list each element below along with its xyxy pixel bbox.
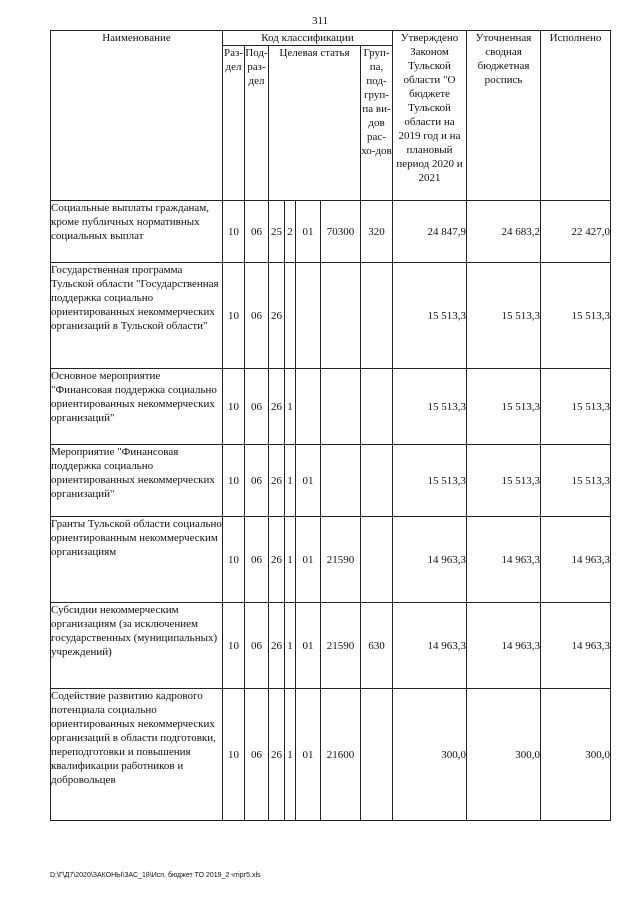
header-code: Код классификации <box>223 31 393 46</box>
cell-group <box>361 689 393 821</box>
cell-t2: 1 <box>285 603 296 689</box>
cell-group: 320 <box>361 201 393 263</box>
cell-refined: 15 513,3 <box>467 445 541 517</box>
file-path-footer: D:\Г\Д7\2020\ЗАКОНЫ\ЗАС_18\Исп. бюджет ТО 2019_2 чтiрг5.xls <box>50 872 261 879</box>
header-executed: Исполнено <box>541 31 611 201</box>
header-name: Наименование <box>51 31 223 201</box>
cell-razdel: 10 <box>223 603 245 689</box>
cell-t1: 26 <box>269 603 285 689</box>
cell-refined: 300,0 <box>467 689 541 821</box>
cell-approved: 300,0 <box>393 689 467 821</box>
cell-name: Социальные выплаты гражданам, кроме публичных нормативных социальных выплат <box>51 201 223 263</box>
budget-table <box>50 30 611 821</box>
cell-executed: 15 513,3 <box>541 263 611 369</box>
cell-refined: 15 513,3 <box>467 369 541 445</box>
cell-t2: 1 <box>285 445 296 517</box>
cell-t1: 25 <box>269 201 285 263</box>
cell-t4 <box>321 263 361 369</box>
header-target: Целевая статья <box>269 46 361 201</box>
cell-t1: 26 <box>269 445 285 517</box>
cell-executed: 14 963,3 <box>541 517 611 603</box>
cell-group <box>361 445 393 517</box>
cell-approved: 14 963,3 <box>393 603 467 689</box>
cell-t1: 26 <box>269 263 285 369</box>
cell-t3 <box>296 369 321 445</box>
header-refined: Уточненная сводная бюджетная роспись <box>467 31 541 201</box>
cell-t4: 21590 <box>321 603 361 689</box>
cell-executed: 14 963,3 <box>541 603 611 689</box>
cell-razdel: 10 <box>223 445 245 517</box>
header-approved: Утверждено Законом Тульской области "О бюджете Тульской области на 2019 год и на плановый период 2020 и 2021 <box>393 31 467 201</box>
cell-approved: 15 513,3 <box>393 369 467 445</box>
page-number: 311 <box>311 15 329 27</box>
cell-razdel: 10 <box>223 689 245 821</box>
header-group: Груп-па, под-груп-па ви-дов рас-хо-дов <box>361 46 393 201</box>
table-row <box>51 263 611 369</box>
cell-refined: 14 963,3 <box>467 603 541 689</box>
table-row <box>51 517 611 603</box>
cell-group <box>361 369 393 445</box>
cell-t1: 26 <box>269 517 285 603</box>
cell-executed: 22 427,0 <box>541 201 611 263</box>
cell-t3 <box>296 263 321 369</box>
cell-t2: 1 <box>285 689 296 821</box>
cell-t2: 1 <box>285 369 296 445</box>
cell-group <box>361 517 393 603</box>
cell-approved: 15 513,3 <box>393 263 467 369</box>
table-row <box>51 201 611 263</box>
cell-approved: 15 513,3 <box>393 445 467 517</box>
cell-podrazdel: 06 <box>245 689 269 821</box>
cell-name: Основное мероприятие "Финансовая поддержка социально ориентированных некоммерческих организаций" <box>51 369 223 445</box>
cell-t2: 1 <box>285 517 296 603</box>
cell-executed: 15 513,3 <box>541 369 611 445</box>
cell-refined: 15 513,3 <box>467 263 541 369</box>
cell-podrazdel: 06 <box>245 201 269 263</box>
cell-t3: 01 <box>296 689 321 821</box>
cell-t3: 01 <box>296 603 321 689</box>
cell-t3: 01 <box>296 445 321 517</box>
cell-group: 630 <box>361 603 393 689</box>
cell-t2 <box>285 263 296 369</box>
cell-name: Гранты Тульской области социально ориентированным некоммерческим организациям <box>51 517 223 603</box>
cell-t2: 2 <box>285 201 296 263</box>
cell-t4 <box>321 445 361 517</box>
header-podrazdel: Под-раз-дел <box>245 46 269 201</box>
cell-t4: 21600 <box>321 689 361 821</box>
cell-podrazdel: 06 <box>245 603 269 689</box>
cell-executed: 300,0 <box>541 689 611 821</box>
header-razdel: Раз-дел <box>223 46 245 201</box>
cell-refined: 14 963,3 <box>467 517 541 603</box>
cell-podrazdel: 06 <box>245 445 269 517</box>
cell-razdel: 10 <box>223 517 245 603</box>
cell-refined: 24 683,2 <box>467 201 541 263</box>
cell-podrazdel: 06 <box>245 517 269 603</box>
cell-approved: 24 847,9 <box>393 201 467 263</box>
cell-t1: 26 <box>269 689 285 821</box>
cell-razdel: 10 <box>223 369 245 445</box>
cell-razdel: 10 <box>223 201 245 263</box>
cell-t1: 26 <box>269 369 285 445</box>
cell-name: Содействие развитию кадрового потенциала социально ориентированных некоммерческих организаций в области подготовки, переподготовки и повышения квалификации работников и добровольцев <box>51 689 223 821</box>
cell-group <box>361 263 393 369</box>
cell-t3: 01 <box>296 201 321 263</box>
cell-t3: 01 <box>296 517 321 603</box>
cell-name: Государственная программа Тульской области "Государственная поддержка социально ориентированных некоммерческих организаций в Тульской области" <box>51 263 223 369</box>
table-row <box>51 689 611 821</box>
cell-approved: 14 963,3 <box>393 517 467 603</box>
cell-razdel: 10 <box>223 263 245 369</box>
cell-name: Мероприятие "Финансовая поддержка социально ориентированных некоммерческих организаций" <box>51 445 223 517</box>
cell-t4: 70300 <box>321 201 361 263</box>
cell-podrazdel: 06 <box>245 369 269 445</box>
cell-t4 <box>321 369 361 445</box>
table-row <box>51 603 611 689</box>
cell-executed: 15 513,3 <box>541 445 611 517</box>
table-row <box>51 445 611 517</box>
cell-t4: 21590 <box>321 517 361 603</box>
table-row <box>51 369 611 445</box>
cell-name: Субсидии некоммерческим организациям (за исключением государственных (муниципальных) учреждений) <box>51 603 223 689</box>
cell-podrazdel: 06 <box>245 263 269 369</box>
